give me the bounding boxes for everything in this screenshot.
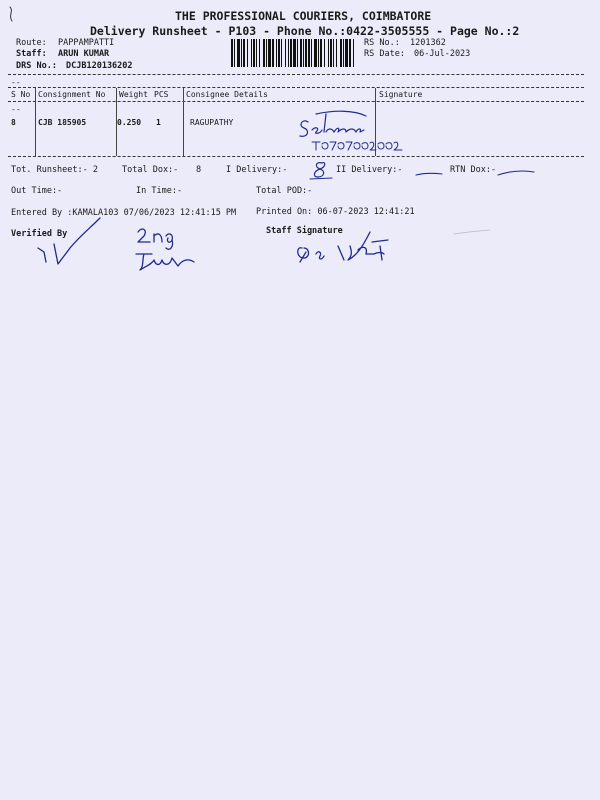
col-header-pcs: PCS: [154, 90, 169, 99]
ii-delivery-label: II Delivery:-: [336, 165, 403, 175]
cell-pcs: 1: [156, 118, 161, 127]
cell-weight: 0.250: [117, 118, 142, 127]
rs-no-label: RS No.:: [364, 38, 400, 48]
dash-mark: --: [11, 105, 21, 114]
i-delivery-label: I Delivery:-: [226, 165, 288, 175]
rs-date-label: RS Date:: [364, 49, 405, 59]
total-pod-label: Total POD:-: [256, 186, 313, 196]
staff-value: ARUN KUMAR: [58, 49, 110, 59]
rs-no-value: 1201362: [410, 38, 446, 48]
route-value: PAPPAMPATTI: [58, 38, 115, 48]
runsheet-title: Delivery Runsheet - P103 - Phone No.:0422-3505555 - Page No.:2: [90, 24, 520, 38]
divider: [8, 74, 584, 75]
divider: [8, 101, 584, 102]
dash-mark: --: [11, 78, 21, 87]
i-delivery-handwriting: [308, 159, 334, 181]
tot-runsheet: Tot. Runsheet:- 2: [11, 165, 98, 175]
staff-label: Staff:: [16, 49, 47, 59]
receiver-phone-handwriting: [310, 138, 410, 154]
cell-sno: 8: [11, 118, 16, 127]
cell-consignee: RAGUPATHY: [190, 118, 234, 127]
rtn-dox-mark: [496, 167, 536, 179]
col-header-weight: Weight: [119, 90, 148, 99]
corner-mark: [6, 5, 16, 25]
out-time-label: Out Time:-: [11, 186, 63, 196]
col-header-consignment: Consignment No: [38, 90, 106, 99]
total-dox-label: Total Dox:-: [122, 165, 179, 175]
printed-on: Printed On: 06-07-2023 12:41:21: [256, 207, 415, 217]
company-title: THE PROFESSIONAL COURIERS, COIMBATORE: [175, 9, 432, 23]
verified-by-label: Verified By: [11, 229, 68, 239]
column-separator: [35, 88, 36, 156]
drs-label: DRS No.:: [16, 61, 57, 71]
col-header-sno: S No: [11, 90, 31, 99]
rs-date-value: 06-Jul-2023: [414, 49, 471, 59]
verifier-signature: [30, 214, 120, 268]
ii-delivery-mark: [414, 170, 444, 178]
column-separator: [183, 88, 184, 156]
rtn-dox-label: RTN Dox:-: [450, 165, 497, 175]
barcode-image: [231, 39, 355, 67]
staff-signature: [292, 226, 402, 270]
col-header-consignee: Consignee Details: [186, 90, 268, 99]
col-header-signature: Signature: [379, 90, 423, 99]
divider: [8, 87, 584, 88]
approver-signature: [132, 224, 212, 274]
entered-by: Entered By :KAMALA103 07/06/2023 12:41:15 PM: [11, 208, 237, 218]
faint-mark: [452, 228, 492, 238]
route-label: Route:: [16, 38, 47, 48]
drs-value: DCJB120136202: [66, 61, 133, 71]
divider: [8, 156, 584, 157]
staff-signature-label: Staff Signature: [266, 226, 343, 236]
cell-consignment: CJB 185905: [38, 118, 87, 127]
total-dox-value: 8: [196, 165, 202, 175]
in-time-label: In Time:-: [136, 186, 183, 196]
